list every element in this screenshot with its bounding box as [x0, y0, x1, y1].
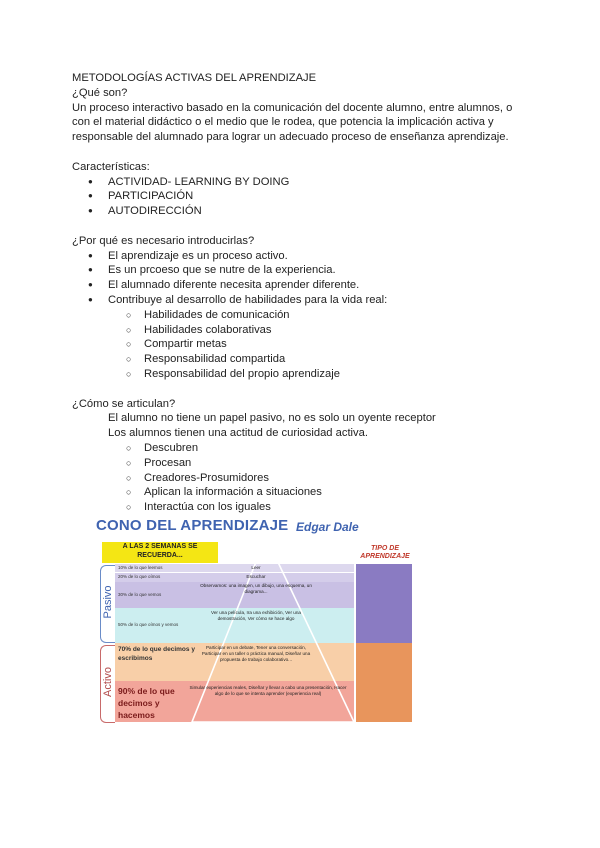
- list-item: ● ACTIVIDAD- LEARNING BY DOING: [72, 175, 542, 190]
- list-item: ● AUTODIRECCIÓN: [72, 204, 542, 219]
- sub-list-item: ○ Habilidades de comunicación: [72, 308, 542, 323]
- activity-label: Simular experiencias reales, Diseñar y llevar a cabo una presentación, Hacer algo de lo que se intenta aprender (experiencia real): [189, 685, 347, 696]
- activity-label: Leer: [251, 565, 261, 570]
- sub-list-item: ○ Compartir metas: [72, 337, 542, 352]
- sub-list-item: ○ Habilidades colaborativas: [72, 323, 542, 338]
- cone-author: Edgar Dale: [296, 520, 359, 534]
- percent-label: 50% de lo que oímos y vemos: [118, 622, 179, 627]
- question-why: ¿Por qué es necesario introducirlas?: [72, 234, 255, 247]
- sub-list-item: ○ Responsabilidad del propio aprendizaje: [72, 367, 542, 382]
- passive-label: Pasivo: [102, 585, 114, 619]
- list-item: ● El alumnado diferente necesita aprender diferente.: [72, 278, 542, 293]
- question-what: ¿Qué son?: [72, 86, 128, 99]
- question-how: ¿Cómo se articulan?: [72, 397, 176, 410]
- list-item: ● Es un prcoeso que se nutre de la experiencia.: [72, 263, 542, 278]
- learning-cone-figure: [96, 515, 416, 730]
- active-label: Activo: [102, 667, 114, 697]
- sub-list-item: ○ Procesan: [72, 456, 542, 471]
- active-column: [356, 643, 412, 722]
- percent-label: 10% de lo que leemos: [118, 565, 163, 570]
- learning-type-label: TIPO DE APRENDIZAJE: [360, 545, 410, 560]
- sub-list-item: ○ Descubren: [72, 441, 542, 456]
- passive-bracket: [100, 565, 115, 643]
- sub-list-item: ○ Interactúa con los iguales: [72, 500, 542, 515]
- indented-line: Los alumnos tienen una actitud de curiosidad activa.: [108, 427, 368, 440]
- active-bracket: [100, 645, 115, 723]
- doc-title: METODOLOGÍAS ACTIVAS DEL APRENDIZAJE: [72, 72, 317, 84]
- percent-label: 30% de lo que vemos: [118, 592, 162, 597]
- characteristics-heading: Características:: [72, 160, 150, 173]
- percent-label: 70% de lo que decimos y escribimos: [118, 646, 195, 662]
- list-item: ● PARTICIPACIÓN: [72, 189, 542, 204]
- activity-label: Observamos: una imagen, un dibujo, una esquema, un diagrama...: [200, 583, 312, 594]
- list-item: ● Contribuye al desarrollo de habilidades para la vida real:: [72, 293, 542, 308]
- activity-label: Ver una película, Ira una exhibición, Ver una demostración, Ver cómo se hace algo: [211, 610, 301, 621]
- document-body: [72, 71, 542, 515]
- indented-line: El alumno no tiene un papel pasivo, no es solo un oyente receptor: [108, 412, 436, 425]
- passive-column: [356, 564, 412, 643]
- list-item: ● El aprendizaje es un proceso activo.: [72, 249, 542, 264]
- definition-line: responsable del alumnado para lograr un adecuado proceso de enseñanza aprendizaje.: [72, 131, 509, 144]
- sub-list-item: ○ Responsabilidad compartida: [72, 352, 542, 367]
- cone-title: CONO DEL APRENDIZAJE: [96, 517, 289, 534]
- activity-label: Escuchar: [246, 574, 266, 579]
- percent-label: 20% de lo que oímos: [118, 574, 161, 579]
- percent-label: 90% de lo que decimos y hacemos: [118, 686, 175, 720]
- definition-line: Un proceso interactivo basado en la comunicación del docente alumno, entre alumnos, o: [72, 101, 513, 114]
- sub-list-item: ○ Aplican la información a situaciones: [72, 485, 542, 500]
- sub-list-item: ○ Creadores-Prosumidores: [72, 471, 542, 486]
- learning-type-column: [356, 564, 412, 722]
- activity-label: Participar en un debate, Tener una conversación, Participar en un taller o práctica manual, Diseñar una propuesta de trabajo colaborativo...: [201, 645, 311, 662]
- recall-badge: A LAS 2 SEMANAS SE RECUERDA...: [102, 542, 218, 563]
- definition-line: con el material didáctico o el medio que le rodea, que potencia la implicación activa y: [72, 116, 494, 129]
